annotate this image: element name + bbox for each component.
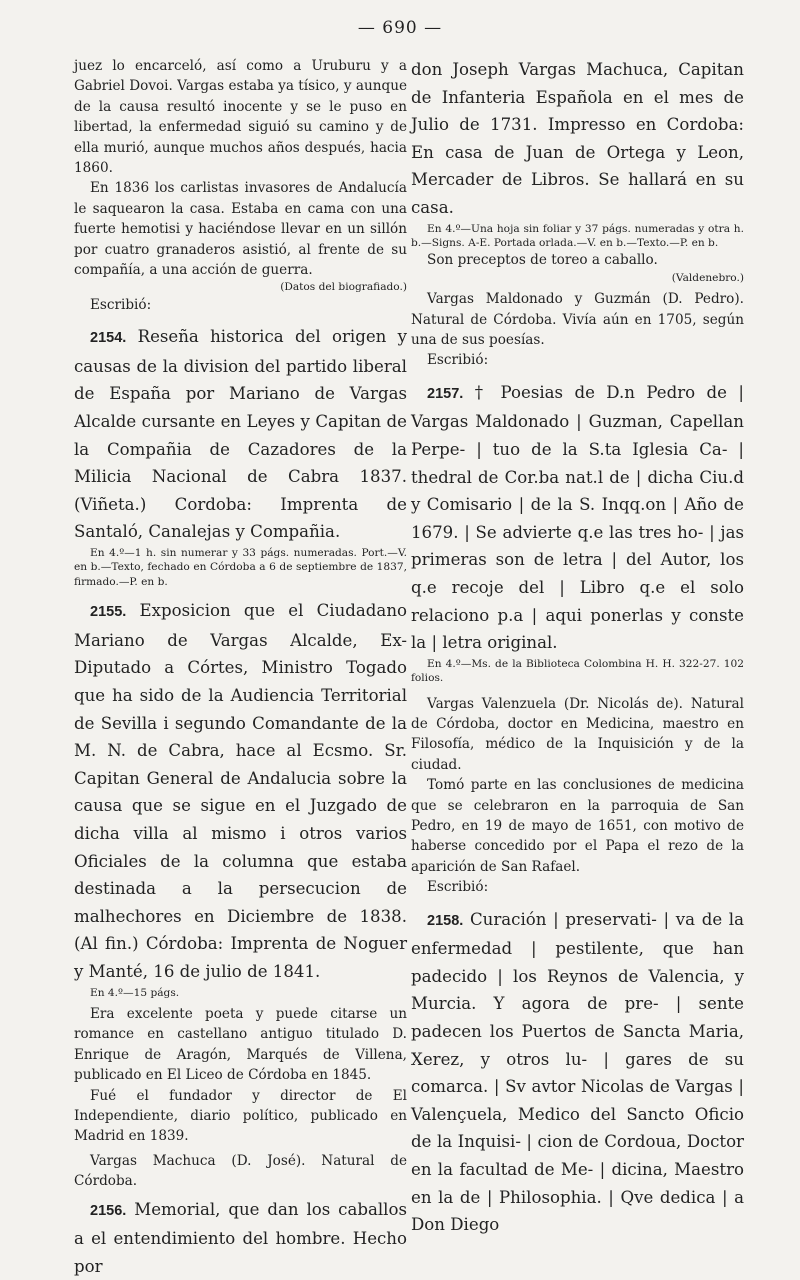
author-heading: Vargas Machuca (D. José). Natural de Córdoba.	[74, 1152, 407, 1190]
entry-text: Curación | preservati- | va de la enfermedad | pestilente, que han padecido | los Reynos de Valencia, y Murcia. Y agora de pre- | sente padecen los Puertos de Sancta Maria, Xerez, y otros lu- | gares de su comarca. | Sv avtor Nicolas de Vargas | Valençuela, Medico del Sancto Oficio de la Inquisi- | cion de Cordoua, Doctor en la facultad de Me- | dicina, Maestro en la de | Philosophia. | Qve dedica | a Don Diego	[411, 909, 745, 1235]
entry-number: 2154.	[90, 330, 127, 347]
paragraph: Son preceptos de toreo a caballo.	[427, 252, 658, 269]
paragraph: Fué el fundador y director de El Independiente, diario político, publicado en Madrid en 1839.	[74, 1087, 407, 1145]
entry-number: 2155.	[90, 604, 127, 621]
source-credit: (Valdenebro.)	[671, 271, 744, 284]
entry-2155	[74, 597, 407, 985]
entry-number: 2156.	[90, 1202, 127, 1219]
entry-text: † Poesias de D.n Pedro de | Vargas Maldonado | Guzman, Capellan Perpe- | tuo de la S.ta Iglesia Ca- | thedral de Cor.ba nat.l de | dicha Ciu.d y Comisario | de la S. Inqq.on | Año de 1679. | Se advierte q.e las tres ho- | jas primeras son de letra | del Autor, los q.e recoje del | Libro q.e el solo relaciono p.a | aqui ponerlas y conste la | letra original.	[411, 382, 744, 653]
entry-text: Exposicion que el Ciudadano Mariano de Vargas Alcalde, Ex-Diputado a Córtes, Ministro Togado que ha sido de la Audiencia Territorial de Sevilla i segundo Comandante de la M. N. de Cabra, hace al Ecsmo. Sr. Capitan General de Andalucia sobre la causa que se sigue en el Juzgado de dicha villa al mismo i otros varios Oficiales de la columna que estaba destinada a la persecucion de malhechores en Diciembre de 1838. (Al fin.) Córdoba: Imprenta de Noguer y Manté, 16 de julio de 1841.	[74, 601, 407, 981]
source-credit: (Datos del biografiado.)	[280, 281, 407, 294]
entry-2154	[74, 323, 407, 546]
entry-2158	[411, 906, 744, 1239]
entry-note: En 4.º—Ms. de la Biblioteca Colombina H. H. 322-27. 102 folios.	[411, 657, 744, 685]
escribio-label: Escribió:	[90, 296, 152, 313]
author-heading: Vargas Valenzuela (Dr. Nicolás de). Natural de Córdoba, doctor en Medicina, maestro en Filosofía, médico de la Inquisición y de la ciudad.	[411, 695, 744, 773]
paragraph: Era excelente poeta y puede citarse un romance en castellano antiguo titulado D. Enrique de Aragón, Marqués de Villena, publicado en El Liceo de Córdoba en 1845.	[74, 1005, 407, 1084]
paragraph: juez lo encarceló, así como a Uruburu y a Gabriel Dovoi. Vargas estaba ya tísico, y aunque de la causa resultó inocente y se le puso en libertad, la enfermedad siguió su camino y de ella murió, aunque muchos años después, hacia 1860.	[74, 58, 407, 177]
entry-note: En 4.º—15 págs.	[90, 986, 180, 999]
page-number: — 690 —	[357, 18, 443, 38]
entry-text: Reseña historica del origen y causas de la division del partido liberal de España por Mariano de Vargas Alcalde cursante en Leyes y Capitan de la Compañia de Cazadores de la Milicia Nacional de Cabra 1837. (Viñeta.) Cordoba: Imprenta de Santaló, Canalejas y Compañia.	[74, 327, 407, 542]
entry-note: En 4.º—Una hoja sin foliar y 37 págs. numeradas y otra h. b.—Signs. A-E. Portada orlada.—V. en b.—Texto.—P. en b.	[411, 222, 744, 249]
escribio-label: Escribió:	[427, 352, 489, 369]
escribio-label: Escribió:	[427, 879, 489, 896]
left-column	[74, 56, 407, 1280]
entry-note: En 4.º—1 h. sin numerar y 33 págs. numeradas. Port.—V. en b.—Texto, fechado en Córdoba a 6 de septiembre de 1837, firmado.—P. en b.	[74, 547, 407, 588]
paragraph: Tomó parte en las conclusiones de medicina que se celebraron en la parroquia de San Pedro, en 19 de mayo de 1651, con motivo de haberse concedido por el Papa el rezo de la aparición de San Rafael.	[411, 777, 744, 875]
entry-2156	[74, 1196, 407, 1280]
right-column	[411, 56, 744, 1239]
entry-continuation: don Joseph Vargas Machuca, Capitan de Infanteria Española en el mes de Julio de 1731. Impresso en Cordoba: En casa de Juan de Ortega y Leon, Mercader de Libros. Se hallará en su casa.	[411, 60, 744, 217]
entry-number: 2158.	[427, 912, 464, 929]
entry-number: 2157.	[427, 385, 464, 402]
entry-text: Memorial, que dan los caballos a el entendimiento del hombre. Hecho por	[74, 1199, 407, 1276]
entry-2157	[411, 379, 744, 657]
paragraph: En 1836 los carlistas invasores de Andalucía le saquearon la casa. Estaba en cama con una fuerte hemotisi y haciéndose llevar en un sillón por cuatro granaderos asistió, al frente de su compañía, a una acción de guerra.	[74, 180, 407, 279]
author-heading: Vargas Maldonado y Guzmán (D. Pedro). Natural de Córdoba. Vivía aún en 1705, según una de sus poesías.	[411, 291, 744, 348]
